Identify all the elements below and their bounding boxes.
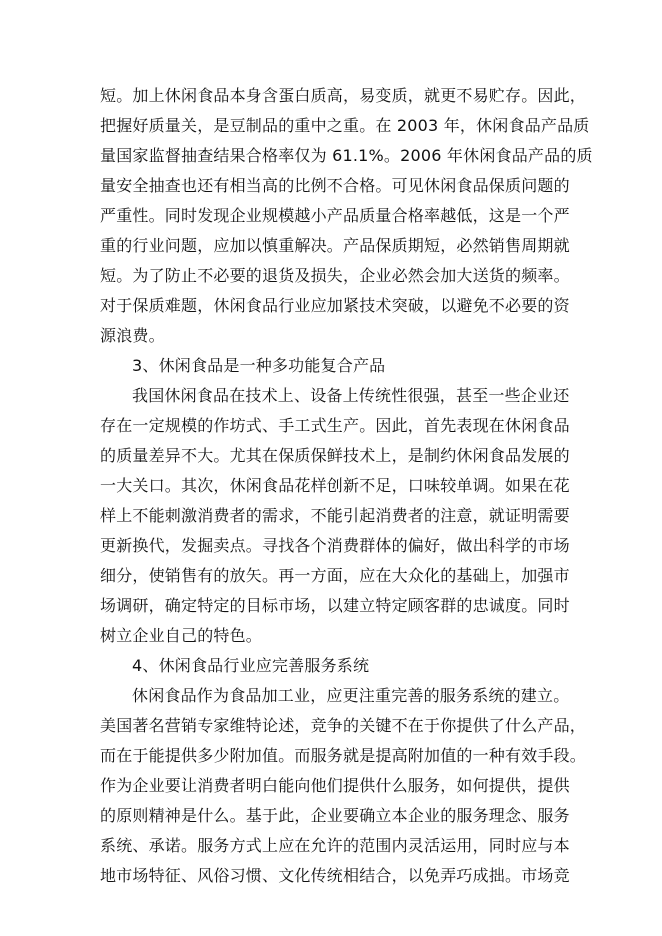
paragraph-2-line: 细分，使销售有的放矢。再一方面，应在大众化的基础上，加强市 (100, 566, 570, 585)
paragraph-1-line: 短。加上休闲食品本身含蛋白质高，易变质，就更不易贮存。因此， (100, 86, 587, 105)
paragraph-2-line: 我国休闲食品在技术上、设备上传统性很强，甚至一些企业还 (132, 386, 570, 405)
paragraph-1-line: 严重性。同时发现企业规模越小产品质量合格率越低，这是一个严 (100, 206, 570, 225)
paragraph-1-line: 短。为了防止不必要的退货及损失，企业必然会加大送货的频率。 (100, 266, 570, 285)
paragraph-2-line: 一大关口。其次，休闲食品花样创新不足，口味较单调。如果在花 (100, 476, 570, 495)
paragraph-1-line: 量安全抽查也还有相当高的比例不合格。可见休闲食品保质问题的 (100, 176, 570, 195)
paragraph-2-line: 样上不能刺激消费者的需求，不能引起消费者的注意，就证明需要 (100, 506, 570, 525)
paragraph-2-line: 更新换代，发掘卖点。寻找各个消费群体的偏好，做出科学的市场 (100, 536, 570, 555)
paragraph-2-line: 场调研，确定特定的目标市场，以建立特定顾客群的忠诚度。同时 (100, 596, 570, 615)
paragraph-3-line: 美国著名营销专家维特论述，竞争的关键不在于你提供了什么产品， (100, 716, 587, 735)
paragraph-3-line: 系统、承诺。服务方式上应在允许的范围内灵活运用，同时应与本 (100, 836, 570, 855)
paragraph-3-line: 作为企业要让消费者明白能向他们提供什么服务，如何提供，提供 (100, 776, 570, 795)
paragraph-1-line: 源浪费。 (100, 326, 165, 345)
paragraph-3-line: 休闲食品作为食品加工业，应更注重完善的服务系统的建立。 (132, 686, 570, 705)
section-heading-4: 4、休闲食品行业应完善服务系统 (132, 656, 370, 675)
paragraph-3-line: 而在于能提供多少附加值。而服务就是提高附加值的一种有效手段。 (100, 746, 587, 765)
paragraph-1-line: 对于保质难题，休闲食品行业应加紧技术突破，以避免不必要的资 (100, 296, 570, 315)
paragraph-1-line: 量国家监督抽查结果合格率仅为 61.1%。2006 年休闲食品产品的质 (100, 146, 593, 165)
paragraph-2-line: 树立企业自己的特色。 (100, 626, 263, 645)
paragraph-2-line: 存在一定规模的作坊式、手工式生产。因此，首先表现在休闲食品 (100, 416, 570, 435)
paragraph-3-line: 的原则精神是什么。基于此，企业要确立本企业的服务理念、服务 (100, 806, 570, 825)
paragraph-1-line: 重的行业问题，应加以慎重解决。产品保质期短，必然销售周期就 (100, 236, 570, 255)
paragraph-1-line: 把握好质量关，是豆制品的重中之重。在 2003 年，休闲食品产品质 (100, 116, 590, 135)
section-heading-3: 3、休闲食品是一种多功能复合产品 (132, 356, 386, 375)
paragraph-3-line: 地市场特征、风俗习惯、文化传统相结合，以免弄巧成拙。市场竞 (100, 866, 570, 885)
paragraph-2-line: 的质量差异不大。尤其在保质保鲜技术上，是制约休闲食品发展的 (100, 446, 570, 465)
